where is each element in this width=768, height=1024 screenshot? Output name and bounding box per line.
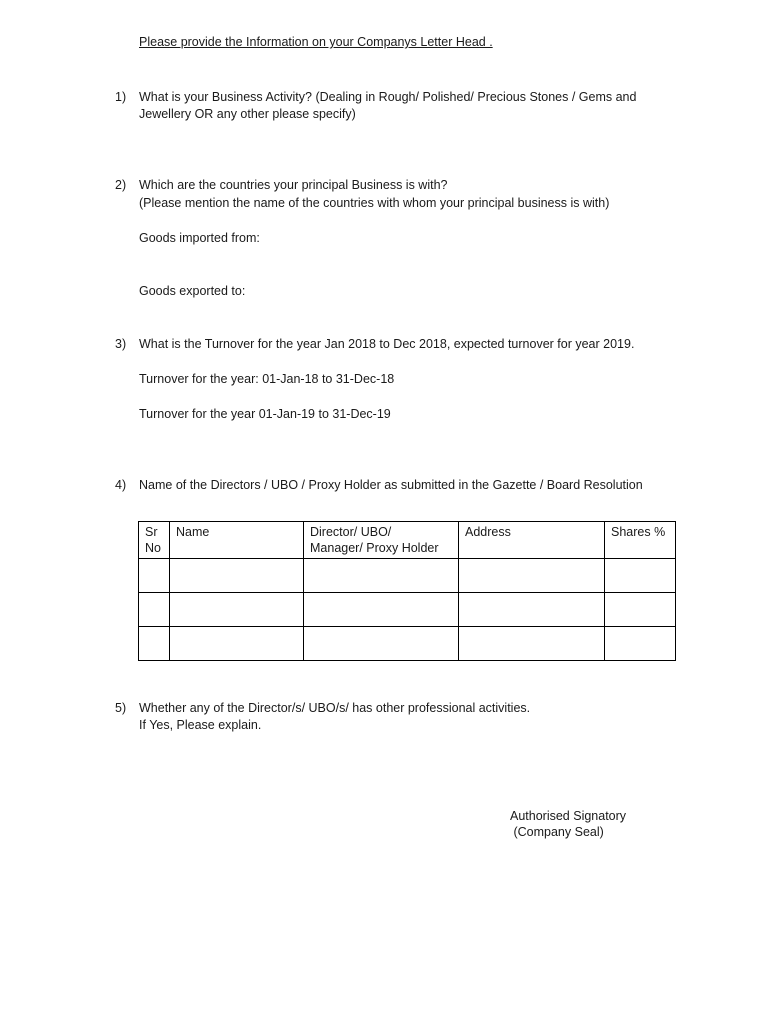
header-sr-no-line-2: No [145,541,161,555]
table-row [139,627,676,661]
question-4-line-1: Name of the Directors / UBO / Proxy Holder as submitted in the Gazette / Board Resolution [139,478,643,492]
table-cell-shares[interactable] [605,559,676,593]
question-1-number: 1) [115,90,127,104]
company-seal-label: (Company Seal) [510,825,604,839]
table-cell-address[interactable] [459,559,605,593]
table-cell-address[interactable] [459,627,605,661]
header-role-line-1: Director/ UBO/ [310,525,392,539]
header-shares-label: Shares % [611,525,666,539]
question-5-line-1: Whether any of the Director/s/ UBO/s/ has other professional activities. [139,701,531,715]
table-row [139,559,676,593]
letter-head-instruction: Please provide the Information on your Companys Letter Head . [139,35,493,49]
header-shares [605,522,676,559]
table-cell-sr-no[interactable] [139,627,170,661]
table-cell-sr-no[interactable] [139,559,170,593]
header-address [459,522,605,559]
header-sr-no [139,522,170,559]
header-role-line-2: Manager/ Proxy Holder [310,541,439,555]
header-role [304,522,459,559]
directors-table [138,521,676,661]
question-2-line-1: Which are the countries your principal Business is with? [139,178,448,192]
table-row [139,593,676,627]
header-address-label: Address [465,525,511,539]
question-1-line-2: Jewellery OR any other please specify) [139,107,356,121]
table-cell-name[interactable] [170,593,304,627]
goods-exported-label: Goods exported to: [139,284,246,298]
table-cell-shares[interactable] [605,627,676,661]
question-5-number: 5) [115,701,127,715]
authorised-signatory-label: Authorised Signatory [510,809,627,823]
question-3-number: 3) [115,337,127,351]
header-sr-no-line-1: Sr [145,525,158,539]
table-cell-name[interactable] [170,627,304,661]
question-1-line-1: What is your Business Activity? (Dealing in Rough/ Polished/ Precious Stones / Gems and [139,90,637,104]
table-cell-sr-no[interactable] [139,593,170,627]
question-2-line-2: (Please mention the name of the countries with whom your principal business is with) [139,196,610,210]
table-cell-name[interactable] [170,559,304,593]
question-2-number: 2) [115,178,127,192]
question-4-number: 4) [115,478,127,492]
table-cell-shares[interactable] [605,593,676,627]
table-cell-role[interactable] [304,593,459,627]
table-cell-address[interactable] [459,593,605,627]
table-header-row [139,522,676,559]
question-3-line-1: What is the Turnover for the year Jan 2018 to Dec 2018, expected turnover for year 2019. [139,337,635,351]
table-cell-role[interactable] [304,559,459,593]
question-5-line-2: If Yes, Please explain. [139,718,262,732]
table-cell-role[interactable] [304,627,459,661]
goods-imported-label: Goods imported from: [139,231,260,245]
header-name [170,522,304,559]
header-name-label: Name [176,525,210,539]
turnover-2018-label: Turnover for the year: 01-Jan-18 to 31-Dec-18 [139,372,395,386]
turnover-2019-label: Turnover for the year 01-Jan-19 to 31-Dec-19 [139,407,391,421]
